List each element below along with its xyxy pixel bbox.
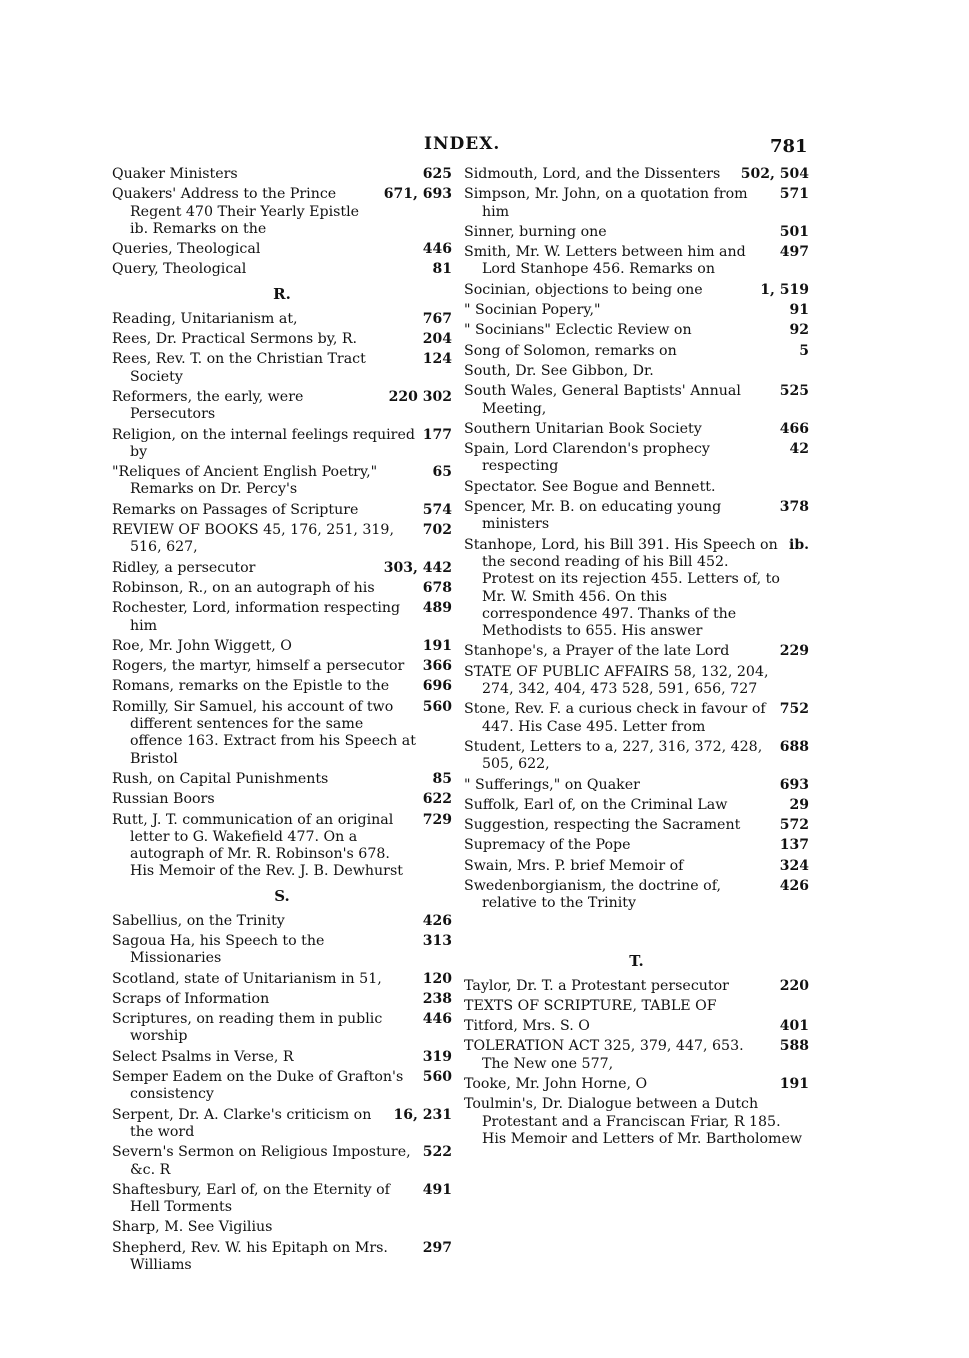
- entry-text: Queries, Theological: [112, 241, 261, 258]
- entry-pages: 572: [779, 817, 809, 834]
- entry-text: Ridley, a persecutor: [112, 559, 256, 576]
- index-entry: [112, 638, 452, 655]
- index-entry: [464, 441, 809, 476]
- index-entry: [464, 878, 809, 913]
- index-entry: [112, 464, 452, 499]
- index-entry: [112, 311, 452, 328]
- entry-pages: 85: [432, 770, 452, 787]
- entry-pages: 177: [422, 426, 452, 443]
- entry-pages: 220 302: [388, 388, 452, 405]
- entry-pages: 5: [799, 342, 809, 359]
- entry-pages: 378: [779, 499, 809, 516]
- index-entry: [464, 1018, 809, 1035]
- index-entry: [112, 771, 452, 788]
- entry-text: " Sufferings," on Quaker: [464, 776, 640, 793]
- entry-text: Southern Unitarian Book Society: [464, 420, 702, 437]
- entry-pages: 313: [422, 932, 452, 949]
- entry-pages: 191: [422, 637, 452, 654]
- entry-pages: 560: [422, 1069, 452, 1086]
- entry-text: Spencer, Mr. B. on educating young ministers: [464, 499, 722, 533]
- index-entry: [464, 797, 809, 814]
- entry-pages: 502, 504: [740, 166, 809, 182]
- entry-pages: 324: [779, 857, 809, 874]
- index-entry: [464, 186, 809, 221]
- entry-pages: 366: [422, 658, 452, 675]
- entry-pages: 622: [422, 791, 452, 808]
- entry-text: Religion, on the internal feelings required by: [112, 426, 415, 460]
- entry-pages: 1, 519: [760, 281, 809, 298]
- section-letter-r: R.: [273, 284, 291, 303]
- index-entry: [112, 1049, 452, 1066]
- entry-text: "Reliques of Ancient English Poetry," Remarks on Dr. Percy's: [112, 464, 378, 498]
- entry-text: Suffolk, Earl of, on the Criminal Law: [464, 796, 728, 813]
- entry-text: Rutt, J. T. communication of an original letter to G. Wakefield 477. On a autograph of Mr. R. Robinson's 678. His Memoir of the Rev. J. B. Dewhurst: [112, 811, 403, 880]
- index-entry: [464, 1096, 809, 1148]
- entry-pages: 137: [779, 837, 809, 854]
- entry-text: Song of Solomon, remarks on: [464, 342, 677, 359]
- entry-pages: 522: [422, 1144, 452, 1161]
- index-entry: [112, 678, 452, 695]
- entry-text: Simpson, Mr. John, on a quotation from him: [464, 186, 748, 220]
- entry-text: Tooke, Mr. John Horne, O: [464, 1076, 648, 1093]
- entry-text: Supremacy of the Pope: [464, 837, 631, 854]
- index-entry: [464, 998, 809, 1015]
- entry-text: " Socinians" Eclectic Review on: [464, 322, 692, 339]
- entry-text: Sidmouth, Lord, and the Dissenters: [464, 166, 721, 182]
- index-entry: [112, 1144, 452, 1179]
- entry-pages: 120: [422, 970, 452, 987]
- index-entry: [112, 261, 452, 278]
- index-entry: [464, 664, 809, 699]
- entry-pages: 92: [789, 322, 809, 339]
- index-entry: [464, 978, 809, 995]
- entry-text: Sinner, burning one: [464, 223, 607, 240]
- left-group-q: [112, 166, 452, 279]
- entry-text: Swedenborgianism, the doctrine of, relative to the Trinity: [464, 877, 721, 912]
- entry-text: Select Psalms in Verse, R: [112, 1048, 294, 1065]
- index-entry: [112, 351, 452, 386]
- index-entry: [464, 166, 809, 183]
- entry-pages: 767: [422, 310, 452, 327]
- entry-pages: 491: [422, 1181, 452, 1198]
- entry-text: Scotland, state of Unitarianism in 51,: [112, 970, 382, 987]
- index-entry: [112, 1182, 452, 1217]
- entry-pages: 426: [422, 912, 452, 929]
- entry-text: TEXTS OF SCRIPTURE, TABLE OF: [464, 997, 717, 1014]
- entry-text: Romans, remarks on the Epistle to the: [112, 678, 390, 695]
- entry-pages: 466: [779, 420, 809, 437]
- index-entry: [112, 502, 452, 519]
- page-title: INDEX.: [424, 134, 501, 154]
- index-entry: [112, 1107, 452, 1142]
- entry-text: Stanhope, Lord, his Bill 391. His Speech on the second reading of his Bill 452. Protest on its rejection 455. Letters of, to Mr. W. Smith 456. On this correspondence 497. Thanks of the Methodists to 655. His answer: [464, 536, 780, 640]
- entry-text: TOLERATION ACT 325, 379, 447, 653. The New one 577,: [464, 1038, 744, 1072]
- index-entry: [112, 1069, 452, 1104]
- index-entry: [112, 522, 452, 557]
- entry-text: Spain, Lord Clarendon's prophecy respecting: [464, 441, 710, 475]
- index-entry: [112, 699, 452, 768]
- index-entry: [464, 479, 809, 496]
- entry-text: Scriptures, on reading them in public worship: [112, 1011, 383, 1045]
- page-number: 781: [770, 136, 808, 157]
- entry-text: Rogers, the martyr, himself a persecutor: [112, 658, 405, 675]
- entry-text: REVIEW OF BOOKS 45, 176, 251, 319, 516, 627,: [112, 522, 394, 556]
- entry-text: Rees, Rev. T. on the Christian Tract Society: [112, 351, 366, 385]
- right-column: [464, 166, 809, 1151]
- index-entry: [112, 812, 452, 881]
- entry-pages: ib.: [789, 536, 809, 553]
- left-group-s: [112, 913, 452, 1275]
- index-entry: [464, 322, 809, 339]
- entry-pages: 571: [779, 186, 809, 203]
- entry-pages: 319: [422, 1048, 452, 1065]
- entry-text: Reading, Unitarianism at,: [112, 310, 298, 327]
- index-entry: [464, 224, 809, 241]
- index-entry: [464, 837, 809, 854]
- entry-text: Stanhope's, a Prayer of the late Lord: [464, 643, 730, 660]
- index-entry: [112, 166, 452, 183]
- index-entry: [464, 499, 809, 534]
- entry-pages: 426: [779, 877, 809, 894]
- entry-pages: 91: [789, 302, 809, 319]
- entry-text: Semper Eadem on the Duke of Grafton's consistency: [112, 1069, 404, 1103]
- entry-pages: 752: [779, 701, 809, 718]
- entry-pages: 702: [422, 522, 452, 539]
- entry-text: Toulmin's, Dr. Dialogue between a Dutch Protestant and a Franciscan Friar, R 185. His Memoir and Letters of Mr. Bartholomew: [464, 1096, 803, 1147]
- entry-pages: 401: [779, 1018, 809, 1035]
- entry-pages: 525: [779, 383, 809, 400]
- entry-pages: 560: [422, 698, 452, 715]
- index-entry: [464, 701, 809, 736]
- left-group-r: [112, 311, 452, 881]
- index-entry: [464, 739, 809, 774]
- index-entry: [464, 643, 809, 660]
- index-entry: [112, 241, 452, 258]
- entry-pages: 124: [422, 351, 452, 368]
- entry-pages: 16, 231: [393, 1106, 452, 1123]
- entry-text: " Socinian Popery,": [464, 302, 601, 319]
- index-entry: [464, 537, 809, 641]
- entry-pages: 693: [779, 776, 809, 793]
- index-entry: [112, 580, 452, 597]
- entry-pages: 497: [779, 244, 809, 261]
- entry-text: Titford, Mrs. S. O: [464, 1018, 590, 1035]
- entry-text: Rush, on Capital Punishments: [112, 770, 329, 787]
- index-entry: [464, 363, 809, 380]
- entry-text: Russian Boors: [112, 791, 215, 808]
- entry-text: Stone, Rev. F. a curious check in favour of 447. His Case 495. Letter from: [464, 701, 766, 735]
- entry-pages: 671, 693: [383, 186, 452, 203]
- entry-text: South, Dr. See Gibbon, Dr.: [464, 362, 654, 379]
- entry-pages: 696: [422, 678, 452, 695]
- entry-pages: 688: [779, 738, 809, 755]
- index-entry: [112, 933, 452, 968]
- entry-text: Spectator. See Bogue and Bennett.: [464, 478, 716, 495]
- index-entry: [112, 186, 452, 238]
- index-entry: [112, 427, 452, 462]
- entry-pages: 729: [422, 811, 452, 828]
- entry-text: Rees, Dr. Practical Sermons by, R.: [112, 331, 358, 348]
- entry-pages: 574: [422, 501, 452, 518]
- index-entry: [112, 560, 452, 577]
- entry-pages: 446: [422, 241, 452, 258]
- entry-pages: 29: [789, 796, 809, 813]
- index-entry: [112, 331, 452, 348]
- left-column: [112, 166, 452, 1277]
- entry-text: Sharp, M. See Vigilius: [112, 1219, 273, 1236]
- index-entry: [464, 383, 809, 418]
- index-entry: [112, 658, 452, 675]
- entry-text: Suggestion, respecting the Sacrament: [464, 817, 741, 834]
- entry-text: Remarks on Passages of Scripture: [112, 501, 359, 518]
- entry-text: Taylor, Dr. T. a Protestant persecutor: [464, 977, 729, 994]
- entry-text: STATE OF PUBLIC AFFAIRS 58, 132, 204, 274, 342, 404, 473 528, 591, 656, 727: [464, 663, 769, 698]
- right-group-s: [464, 166, 809, 913]
- entry-text: Sabellius, on the Trinity: [112, 912, 285, 929]
- index-entry: [112, 971, 452, 988]
- entry-pages: 625: [422, 166, 452, 182]
- entry-pages: 489: [422, 600, 452, 617]
- entry-text: Query, Theological: [112, 261, 247, 278]
- entry-pages: 81: [432, 261, 452, 278]
- index-entry: [112, 389, 452, 424]
- entry-text: Roe, Mr. John Wiggett, O: [112, 637, 292, 654]
- index-entry: [464, 421, 809, 438]
- running-header: [0, 134, 969, 162]
- entry-text: Socinian, objections to being one: [464, 281, 703, 298]
- entry-pages: 220: [779, 977, 809, 994]
- entry-pages: 238: [422, 990, 452, 1007]
- index-entry: [464, 777, 809, 794]
- entry-text: Rochester, Lord, information respecting him: [112, 600, 401, 634]
- index-entry: [464, 302, 809, 319]
- entry-pages: 297: [422, 1239, 452, 1256]
- entry-text: Romilly, Sir Samuel, his account of two different sentences for the same offence 163. Extract from his Speech at Bristol: [112, 698, 416, 767]
- entry-text: Reformers, the early, were Persecutors: [112, 388, 304, 423]
- section-letter-t: T.: [629, 951, 644, 970]
- entry-text: South Wales, General Baptists' Annual Meeting,: [464, 383, 741, 417]
- index-entry: [112, 913, 452, 930]
- entry-text: Smith, Mr. W. Letters between him and Lord Stanhope 456. Remarks on: [464, 244, 746, 278]
- index-entry: [464, 244, 809, 279]
- entry-text: Quaker Ministers: [112, 166, 238, 182]
- entry-pages: 65: [432, 464, 452, 481]
- right-group-t: [464, 978, 809, 1149]
- entry-text: Shaftesbury, Earl of, on the Eternity of Hell Torments: [112, 1181, 390, 1216]
- entry-pages: 446: [422, 1011, 452, 1028]
- index-entry: [112, 600, 452, 635]
- index-entry: [464, 817, 809, 834]
- entry-text: Severn's Sermon on Religious Imposture, &c. R: [112, 1144, 411, 1178]
- entry-pages: 229: [779, 643, 809, 660]
- index-entry: [464, 282, 809, 299]
- entry-pages: 501: [779, 223, 809, 240]
- entry-pages: 678: [422, 579, 452, 596]
- entry-text: Robinson, R., on an autograph of his: [112, 579, 375, 596]
- index-entry: [112, 1219, 452, 1236]
- index-entry: [112, 991, 452, 1008]
- index-entry: [112, 1240, 452, 1275]
- entry-pages: 42: [789, 441, 809, 458]
- index-entry: [464, 858, 809, 875]
- entry-text: Swain, Mrs. P. brief Memoir of: [464, 857, 684, 874]
- entry-text: Shepherd, Rev. W. his Epitaph on Mrs. Williams: [112, 1239, 388, 1274]
- entry-pages: 588: [779, 1038, 809, 1055]
- index-entry: [112, 1011, 452, 1046]
- index-entry: [464, 343, 809, 360]
- entry-text: Quakers' Address to the Prince Regent 470 Their Yearly Epistle ib. Remarks on the: [112, 186, 360, 237]
- entry-pages: 303, 442: [383, 559, 452, 576]
- index-entry: [464, 1076, 809, 1093]
- entry-text: Sagoua Ha, his Speech to the Missionaries: [112, 932, 325, 967]
- entry-text: Student, Letters to a, 227, 316, 372, 428, 505, 622,: [464, 738, 763, 773]
- entry-pages: 191: [779, 1076, 809, 1093]
- entry-text: Serpent, Dr. A. Clarke's criticism on the word: [112, 1106, 372, 1140]
- index-entry: [112, 791, 452, 808]
- entry-text: Scraps of Information: [112, 990, 270, 1007]
- section-letter-s: S.: [274, 886, 290, 905]
- index-entry: [464, 1038, 809, 1073]
- entry-pages: 204: [422, 331, 452, 348]
